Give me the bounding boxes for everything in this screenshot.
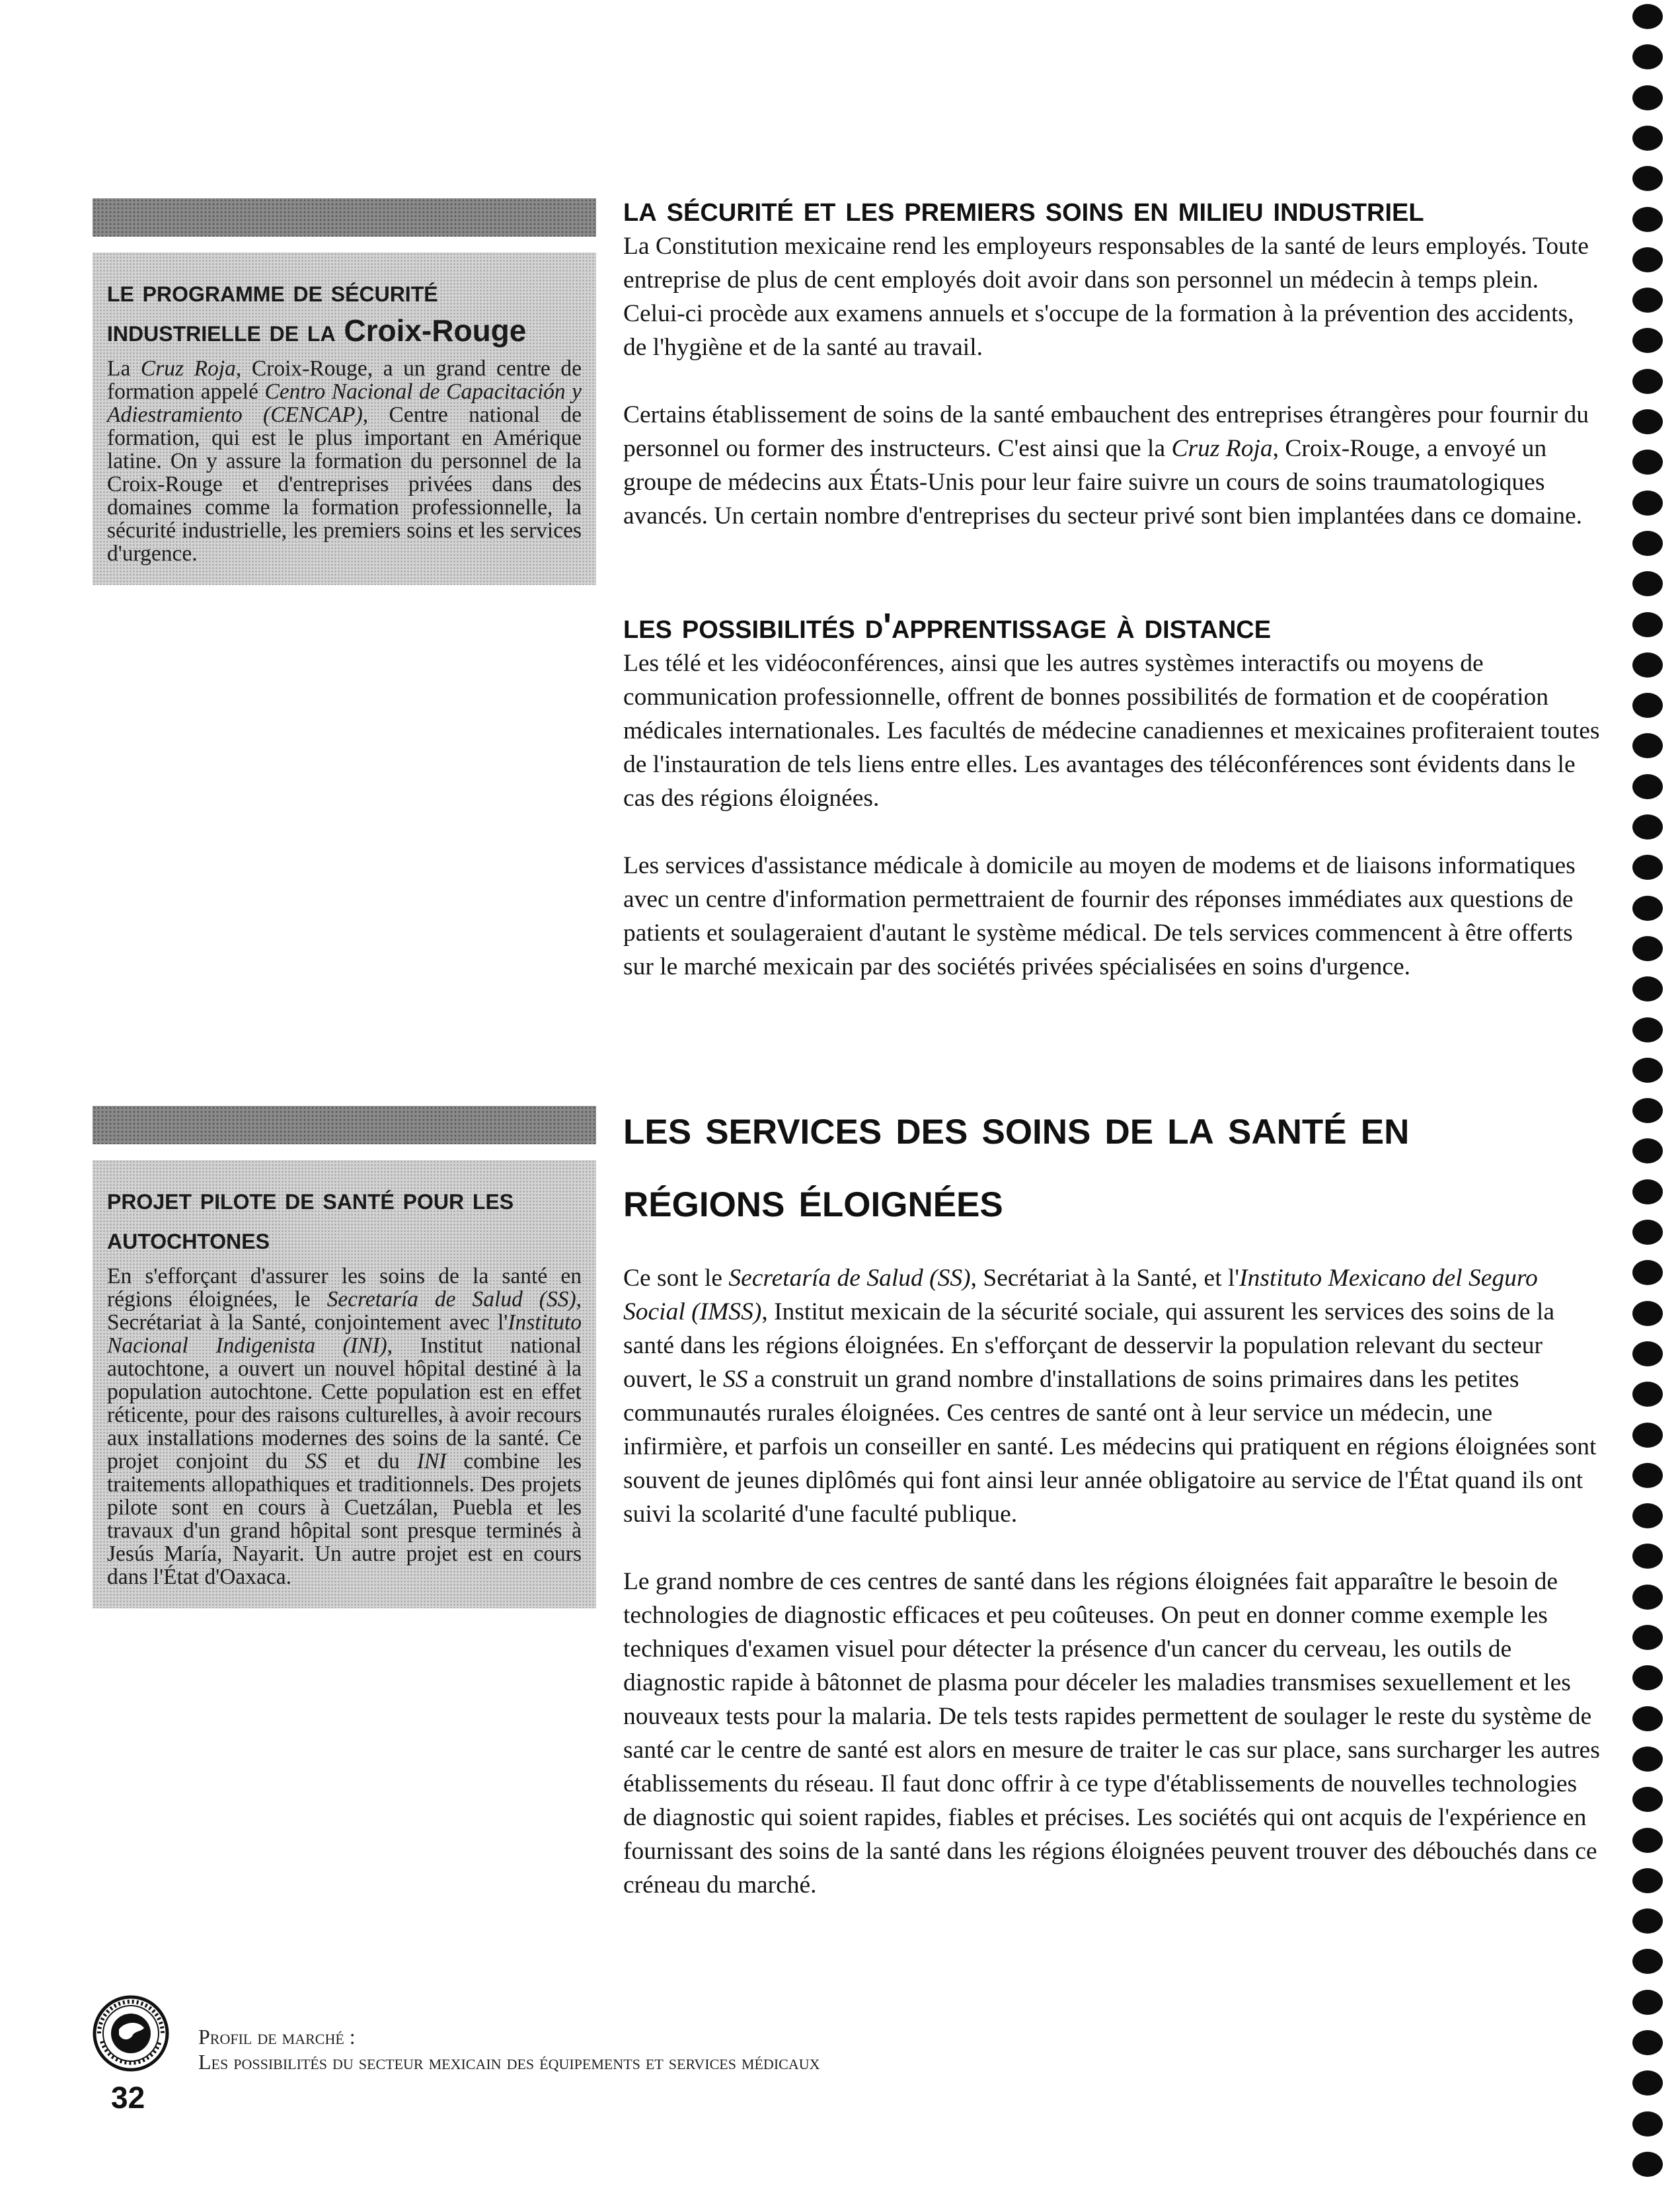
binder-hole	[1632, 1990, 1663, 2015]
sidebar-header-bar	[93, 198, 596, 237]
binder-hole	[1632, 896, 1663, 921]
binder-hole	[1632, 1058, 1663, 1083]
sidebar-title-line: le programme de sécurité	[107, 274, 438, 308]
binder-hole	[1632, 1423, 1663, 1448]
sidebar-box-croix-rouge	[93, 198, 596, 585]
binder-hole	[1632, 4, 1663, 29]
binder-hole	[1632, 936, 1663, 961]
italic-run: Secretaría de Salud (SS)	[728, 1265, 971, 1292]
binder-hole	[1632, 450, 1663, 475]
text-run: , Secrétariat à la Santé, et l'	[970, 1265, 1240, 1292]
paragraph: La Constitution mexicaine rend les employeurs responsables de la santé de leurs employés. Toute entreprise de plus de cent employés doit avoir dans son personnel un médecin à temps plein. Celui-ci procède aux examens annuels et s'occupe de la formation à la prévention des accidents, de l'hygiène et de la santé au travail.	[623, 233, 1589, 361]
binder-hole	[1632, 247, 1663, 272]
binder-hole	[1632, 774, 1663, 799]
section-securite-industrielle	[623, 188, 1600, 533]
italic-run: Instituto Mexicano del Seguro Social (IMSS)	[623, 1265, 1538, 1325]
binder-hole	[1632, 1787, 1663, 1812]
binder-hole	[1632, 85, 1663, 110]
page-number: 32	[111, 2080, 145, 2115]
sidebar-body	[107, 1265, 582, 1589]
binder-hole	[1632, 166, 1663, 191]
binder-hole	[1632, 531, 1663, 556]
paragraph: Le grand nombre de ces centres de santé dans les régions éloignées fait apparaître le besoin de technologies de diagnostic efficaces et peu coûteuses. On peut en donner comme exemple les techniques d'examen visuel pour détecter la présence d'un cancer du cerveau, les outils de diagnostic rapide à bâtonnet de plasma pour déceler les maladies transmises sexuellement et les nouveaux tests pour la malaria. De tels tests rapides permettent de soulager le reste du système de santé car le centre de santé est alors en mesure de traiter le cas sur place, sans surcharger les autres établissements du réseau. Il faut donc offrir à ce type d'établissements de nouvelles technologies de diagnostic qui soient rapides, fiables et précises. Les sociétés qui ont acquis de l'expérience en fournissant des soins de la santé dans les régions éloignées peuvent trouver des débouchés dans ce créneau du marché.	[623, 1568, 1600, 1899]
binder-hole	[1632, 1138, 1663, 1163]
footer-line: Les possibilités du secteur mexicain des équipements et services médicaux	[198, 2050, 820, 2074]
binder-hole	[1632, 855, 1663, 880]
binder-hole	[1632, 1706, 1663, 1731]
sidebar-header-bar	[93, 1106, 596, 1144]
sidebar-title	[107, 1179, 582, 1258]
italic-run: Cruz Roja	[140, 356, 236, 381]
binder-hole	[1632, 1908, 1663, 1934]
trade-seal-logo-icon	[93, 1995, 169, 2072]
italic-run: Secretaría de Salud (SS)	[326, 1287, 576, 1312]
binder-hole	[1632, 1463, 1663, 1488]
binder-hole	[1632, 1949, 1663, 1974]
binder-hole	[1632, 1747, 1663, 1772]
binder-hole	[1632, 491, 1663, 516]
binder-holes	[1632, 0, 1672, 2198]
section-title-line: les services des soins de la santé en	[623, 1099, 1410, 1155]
sidebar-title-line: industrielle de la	[107, 313, 344, 348]
italic-run: INI	[416, 1449, 447, 1473]
binder-hole	[1632, 1665, 1663, 1690]
binder-hole	[1632, 1828, 1663, 1853]
binder-hole	[1632, 1220, 1663, 1245]
text-run: La	[107, 356, 141, 381]
paragraph: Les télé et les vidéoconférences, ainsi que les autres systèmes interactifs ou moyens de communication professionnelle, offrent de bonnes possibilités de formation et de coopération médicales internationales. Les facultés de médecine canadiennes et mexicaines profiteraient toutes de l'instauration de tels liens entre elles. Les avantages des téléconférences sont évidents dans le cas des régions éloignées.	[623, 650, 1600, 812]
text-run: , Centre national de formation, qui est le plus important en Amérique latine. On y assure la formation du personnel de la Croix-Rouge et d'entreprises privées dans des domaines comme la formation professionnelle, la sécurité industrielle, les premiers soins et les services d'urgence.	[107, 403, 582, 566]
italic-run: Instituto Nacional Indigenista (INI)	[107, 1310, 582, 1358]
binder-hole	[1632, 328, 1663, 353]
binder-hole	[1632, 976, 1663, 1001]
paragraph	[623, 1261, 1600, 1531]
text-run: a construit un grand nombre d'installations de soins primaires dans les petites communautés rurales éloignées. Ces centres de santé ont à leur service un médecin, une infirmière, et parfois un conseiller en santé. Les médecins qui pratiquent en régions éloignées sont souvent de jeunes diplômés qui font ainsi leur année obligatoire au service de l'État quand ils ont suivi la scolarité d'une faculté publique.	[623, 1366, 1597, 1528]
text-run: , Secrétariat à la Santé, conjointement avec l'	[107, 1287, 582, 1335]
text-run: combine les traitements allopathiques et traditionnels. Des projets pilote sont en cours à Cuetzálan, Puebla et les travaux d'un grand hôpital sont presque terminés à Jesús María, Nayarit. Un autre projet est en cours dans l'État d'Oaxaca.	[107, 1449, 582, 1589]
binder-hole	[1632, 693, 1663, 718]
sidebar-panel	[93, 253, 596, 585]
binder-hole	[1632, 126, 1663, 151]
text-run: , Institut national autochtone, a ouvert un nouvel hôpital destiné à la population autochtone. Cette population est en effet réticente, pour des raisons culturelles, à avoir recours aux installations modernes des soins de la santé. Ce projet conjoint du	[107, 1333, 582, 1473]
footer-line: Profil de marché :	[198, 2025, 356, 2049]
text-run: , Croix-Rouge, a envoyé un groupe de médecins aux États-Unis pour leur faire suivre un cours de soins traumatologiques avancés. Un certain nombre d'entreprises du secteur privé sont bien implantées dans ce domaine.	[623, 435, 1583, 530]
binder-hole	[1632, 1301, 1663, 1326]
italic-run: Centro Nacional de Capacitación y Adiestramiento (CENCAP)	[107, 379, 582, 427]
section-regions-eloignees	[623, 1091, 1600, 1902]
sidebar-panel	[93, 1160, 596, 1608]
binder-hole	[1632, 1382, 1663, 1407]
italic-run: SS	[723, 1366, 748, 1393]
binder-hole	[1632, 733, 1663, 758]
sidebar-body	[107, 357, 582, 565]
section-heading: la sécurité et les premiers soins en milieu industriel	[623, 189, 1424, 229]
binder-hole	[1632, 2152, 1663, 2177]
binder-hole	[1632, 288, 1663, 313]
italic-run: Cruz Roja	[1171, 435, 1273, 462]
sidebar-title-line: projet pilote de santé pour les	[107, 1181, 514, 1216]
sidebar-title-line: autochtones	[107, 1221, 270, 1255]
binder-hole	[1632, 1503, 1663, 1528]
binder-hole	[1632, 652, 1663, 678]
binder-hole	[1632, 1544, 1663, 1569]
binder-hole	[1632, 369, 1663, 394]
text-run: , Croix-Rouge, a un grand centre de formation appelé	[107, 356, 582, 404]
section-apprentissage-distance	[623, 606, 1600, 984]
binder-hole	[1632, 1017, 1663, 1042]
text-run: Certains établissement de soins de la santé embauchent des entreprises étrangères pour fournir du personnel ou former des instructeurs. C'est ainsi que la	[623, 401, 1589, 462]
binder-hole	[1632, 814, 1663, 840]
binder-hole	[1632, 44, 1663, 69]
binder-hole	[1632, 571, 1663, 596]
binder-hole	[1632, 207, 1663, 232]
binder-hole	[1632, 1260, 1663, 1285]
sidebar-title-cap: Croix-Rouge	[344, 313, 527, 348]
binder-hole	[1632, 2111, 1663, 2137]
paragraph: Les services d'assistance médicale à domicile au moyen de modems et de liaisons informatiques avec un centre d'information permettraient de fournir des réponses immédiates aux questions de patients et soulageraient d'autant le système médical. De tels services commencent à être offerts sur le marché mexicain par des sociétés privées spécialisées en soins d'urgence.	[623, 852, 1576, 980]
binder-hole	[1632, 1179, 1663, 1204]
binder-hole	[1632, 1868, 1663, 1893]
binder-hole	[1632, 2070, 1663, 2096]
binder-hole	[1632, 1585, 1663, 1610]
section-title-line: régions éloignées	[623, 1171, 1003, 1228]
binder-hole	[1632, 1625, 1663, 1650]
running-footer	[198, 2024, 820, 2074]
sidebar-box-projet-pilote	[93, 1106, 596, 1608]
binder-hole	[1632, 1098, 1663, 1123]
binder-hole	[1632, 409, 1663, 434]
paragraph	[623, 398, 1600, 533]
binder-hole	[1632, 2030, 1663, 2055]
italic-run: SS	[305, 1449, 327, 1473]
text-run: En s'efforçant d'assurer les soins de la santé en régions éloignées, le	[107, 1264, 582, 1312]
sidebar-title	[107, 271, 582, 350]
section-title	[623, 1091, 1600, 1236]
text-run: , Institut mexicain de la sécurité sociale, qui assurent les services des soins de la santé dans les régions éloignées. En s'efforçant de desservir la population relevant du secteur ouvert, le	[623, 1298, 1554, 1393]
section-heading: les possibilités d'apprentissage à distance	[623, 606, 1272, 646]
text-run: Ce sont le	[623, 1265, 729, 1292]
binder-hole	[1632, 612, 1663, 637]
binder-hole	[1632, 1341, 1663, 1366]
text-run: et du	[326, 1449, 417, 1473]
